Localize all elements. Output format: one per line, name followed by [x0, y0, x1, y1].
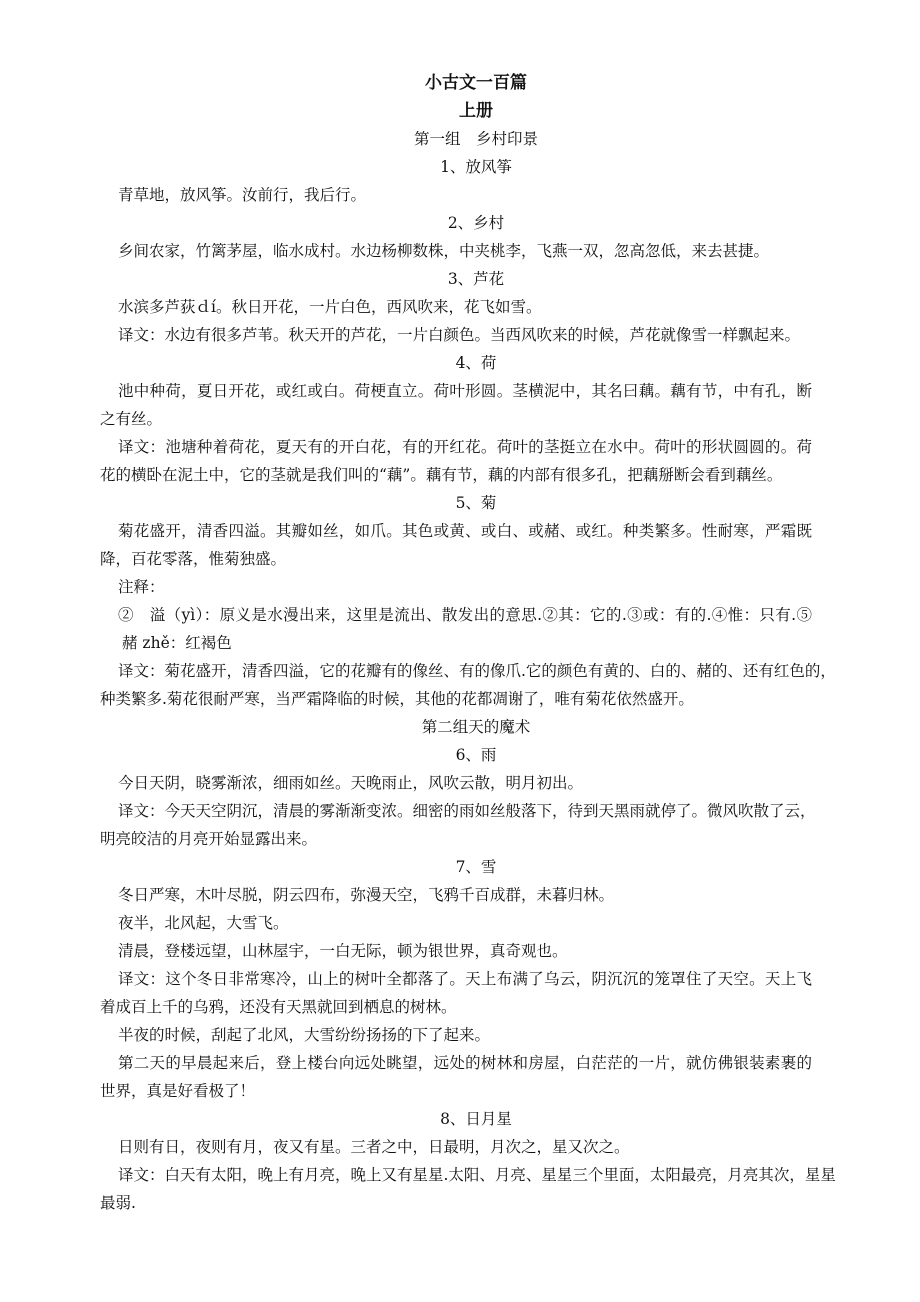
paragraph-line: 降，百花零落，惟菊独盛。 [100, 550, 287, 568]
paragraph-line: 种类繁多.菊花很耐严寒，当严霜降临的时候，其他的花都凋谢了，唯有菊花依然盛开。 [100, 690, 694, 708]
section-heading: 4、荷 [455, 354, 497, 372]
paragraph [0, 321, 920, 349]
paragraph [0, 293, 920, 321]
section-heading: 3、芦花 [447, 270, 505, 288]
paragraph-line: 第二天的早晨起来后，登上楼台向远处眺望，远处的树林和房屋，白茫茫的一片，就仿佛银装素裹的 [118, 1054, 812, 1072]
paragraph-line: 日则有日，夜则有月，夜又有星。三者之中，日最明，月次之，星又次之。 [118, 1138, 630, 1156]
group-heading: 第二组天的魔术 [421, 718, 531, 736]
paragraph-line: ② 溢（yì）：原义是水漫出来，这里是流出、散发出的意思.②其：它的.③或：有的.④惟：只有.⑤ [118, 606, 812, 624]
paragraph [0, 181, 920, 209]
volume-title: 上册 [459, 101, 493, 121]
paragraph-line: 注释： [118, 578, 165, 596]
paragraph [0, 937, 920, 965]
paragraph-line: 今日天阴，晓雾渐浓，细雨如丝。天晚雨止，风吹云散，明月初出。 [118, 774, 584, 792]
paragraph-line: 译文：菊花盛开，清香四溢，它的花瓣有的像丝、有的像爪.它的颜色有黄的、白的、赭的、还有红色的， [118, 662, 836, 680]
paragraph-line: 译文：白天有太阳，晚上有月亮，晚上又有星星.太阳、月亮、星星三个里面，太阳最亮，月亮其次，星星 [118, 1166, 836, 1184]
paragraph [0, 657, 920, 713]
paragraph [0, 377, 920, 433]
paragraph-line: 世界，真是好看极了！ [100, 1082, 256, 1100]
paragraph-line: 半夜的时候，刮起了北风，大雪纷纷扬扬的下了起来。 [118, 1026, 491, 1044]
paragraph [0, 573, 920, 601]
paragraph [0, 909, 920, 937]
paragraph [0, 881, 920, 909]
paragraph [0, 237, 920, 265]
paragraph [0, 1133, 920, 1161]
paragraph-line: 青草地，放风筝。汝前行，我后行。 [118, 186, 367, 204]
paragraph [0, 517, 920, 573]
paragraph [0, 1161, 920, 1217]
document-body [0, 125, 920, 1217]
paragraph [0, 965, 920, 1021]
section-heading: 8、日月星 [440, 1110, 512, 1128]
paragraph-line: 夜半，北风起，大雪飞。 [118, 914, 289, 932]
paragraph [0, 433, 920, 489]
paragraph-line: 池中种荷，夏日开花，或红或白。荷梗直立。荷叶形圆。茎横泥中，其名曰藕。藕有节，中有孔，断 [118, 382, 812, 400]
paragraph-line: 译文：水边有很多芦苇。秋天开的芦花，一片白颜色。当西风吹来的时候，芦花就像雪一样飘起来。 [118, 326, 801, 344]
section-heading: 5、菊 [455, 494, 497, 512]
paragraph [0, 769, 920, 797]
paragraph-line: 译文：池塘种着荷花，夏天有的开白花，有的开红花。荷叶的茎挺立在水中。荷叶的形状圆圆的。荷 [118, 438, 812, 456]
document-title: 小古文一百篇 [425, 73, 527, 93]
paragraph-line: 译文：今天天空阴沉，清晨的雾渐渐变浓。细密的雨如丝般落下，待到天黑雨就停了。微风吹散了云， [118, 802, 816, 820]
section-heading: 1、放风筝 [440, 158, 512, 176]
section-heading: 6、雨 [455, 746, 497, 764]
annotation-paragraph [0, 601, 920, 657]
paragraph-line: 着成百上千的乌鸦，还没有天黑就回到栖息的树林。 [100, 998, 457, 1016]
document-page [0, 69, 920, 1217]
paragraph-line: 最弱. [100, 1194, 136, 1212]
paragraph-line: 乡间农家，竹篱茅屋，临水成村。水边杨柳数株，中夹桃李，飞燕一双，忽高忽低，来去甚捷。 [118, 242, 770, 260]
paragraph-line: 赭 zhě：红褐色 [122, 634, 232, 652]
paragraph [0, 1049, 920, 1105]
paragraph-line: 花的横卧在泥土中，它的茎就是我们叫的“藕”。藕有节，藕的内部有很多孔，把藕掰断会看到藕丝。 [100, 466, 783, 484]
section-heading: 7、雪 [455, 858, 497, 876]
paragraph-line: 水滨多芦荻ｄí。秋日开花，一片白色，西风吹来，花飞如雪。 [118, 298, 542, 316]
paragraph-line: 明亮皎洁的月亮开始显露出来。 [100, 830, 318, 848]
paragraph-line: 菊花盛开，清香四溢。其瓣如丝，如爪。其色或黄、或白、或赭、或红。种类繁多。性耐寒，严霜既 [118, 522, 812, 540]
paragraph-line: 冬日严寒，木叶尽脱，阴云四布，弥漫天空，飞鸦千百成群，未暮归林。 [118, 886, 615, 904]
section-heading: 2、乡村 [447, 214, 505, 232]
paragraph-line: 清晨，登楼远望，山林屋宇，一白无际，顿为银世界，真奇观也。 [118, 942, 568, 960]
group-heading: 第一组 乡村印景 [413, 130, 538, 148]
paragraph-line: 译文：这个冬日非常寒冷，山上的树叶全都落了。天上布满了乌云，阴沉沉的笼罩住了天空。天上飞 [118, 970, 812, 988]
paragraph [0, 797, 920, 853]
paragraph-line: 之有丝。 [100, 410, 163, 428]
paragraph [0, 1021, 920, 1049]
